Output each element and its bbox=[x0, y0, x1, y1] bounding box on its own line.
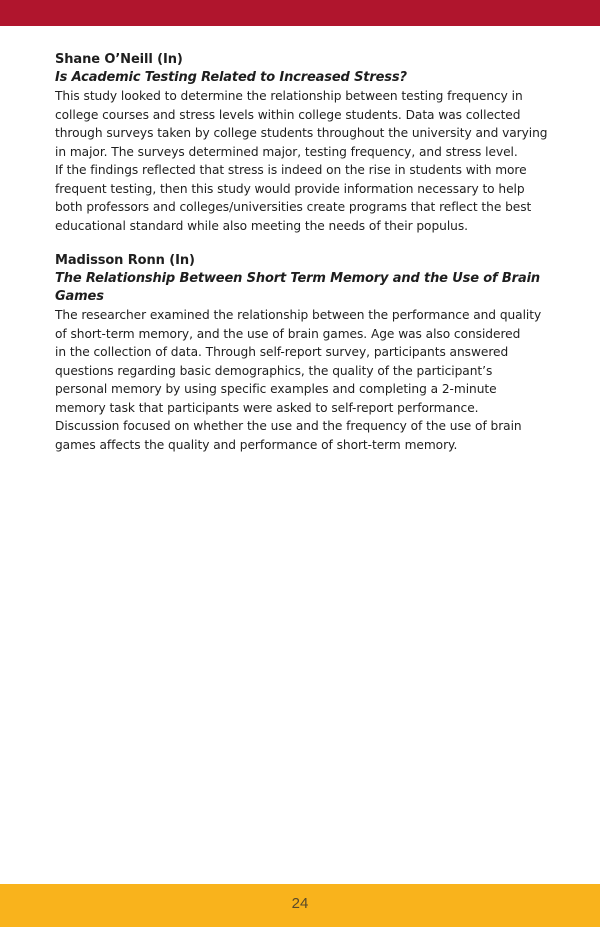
abstract-line: of short-term memory, and the use of brain games. Age was also considered bbox=[55, 326, 521, 341]
abstract-line: If the findings reflected that stress is indeed on the rise in students with more bbox=[55, 163, 527, 177]
abstract-line: The researcher examined the relationship between the performance and quality bbox=[55, 308, 542, 322]
abstract-line: games affects the quality and performance of short-term memory. bbox=[55, 437, 458, 452]
footer-bar bbox=[0, 884, 600, 927]
abstract-line: memory task that participants were asked to self-report performance. bbox=[55, 400, 479, 415]
abstract-line: questions regarding basic demographics, the quality of the participant’s bbox=[55, 363, 493, 378]
abstract-title: Is Academic Testing Related to Increased Stress? bbox=[55, 70, 407, 85]
abstracts-list bbox=[55, 51, 555, 471]
abstract-title: The Relationship Between Short Term Memory and the Use of Brain Games bbox=[55, 271, 540, 304]
abstract-line: in the collection of data. Through self-report survey, participants answered bbox=[55, 345, 509, 359]
abstract-body bbox=[55, 306, 555, 454]
page-number: 24 bbox=[291, 895, 309, 912]
abstract-author: Madisson Ronn (In) bbox=[55, 253, 195, 268]
abstract-line: educational standard while also meeting the needs of their populus. bbox=[55, 218, 468, 233]
abstract-entry bbox=[55, 252, 555, 454]
abstract-line: both professors and colleges/universities create programs that reflect the best bbox=[55, 200, 532, 214]
abstract-author: Shane O’Neill (In) bbox=[55, 52, 183, 67]
abstract-line: This study looked to determine the relationship between testing frequency in bbox=[55, 89, 523, 103]
abstract-line: personal memory by using specific examples and completing a 2-minute bbox=[55, 382, 497, 396]
abstract-line: through surveys taken by college students throughout the university and varying bbox=[55, 126, 548, 140]
abstract-entry bbox=[55, 51, 555, 235]
abstract-line: in major. The surveys determined major, testing frequency, and stress level. bbox=[55, 144, 518, 159]
abstract-line: Discussion focused on whether the use and the frequency of the use of brain bbox=[55, 419, 522, 433]
header-bar bbox=[0, 0, 600, 26]
abstract-line: college courses and stress levels within college students. Data was collected bbox=[55, 107, 521, 122]
abstract-body bbox=[55, 87, 555, 235]
abstract-line: frequent testing, then this study would provide information necessary to help bbox=[55, 181, 525, 196]
